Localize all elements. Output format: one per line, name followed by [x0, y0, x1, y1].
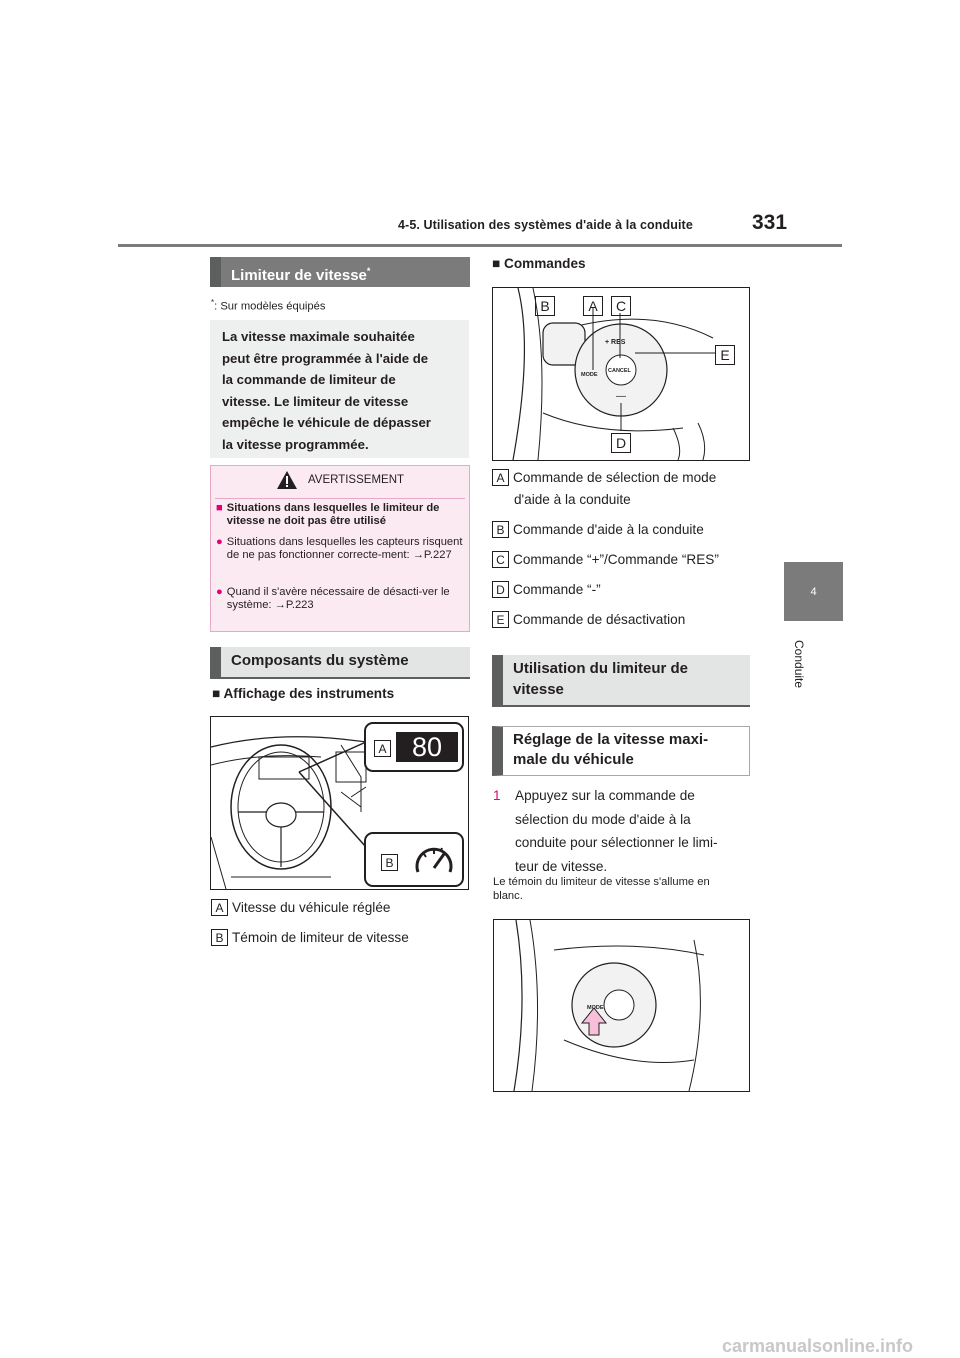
setting-heading: Réglage de la vitesse maxi- male du véhicule	[492, 726, 750, 776]
chapter-label: Conduite	[792, 640, 806, 689]
warning-item: ● Quand il s'avère nécessaire de désacti-ver le système: →P.223	[216, 586, 450, 611]
speed-limiter-icon	[414, 842, 454, 878]
mode-figure	[493, 919, 750, 1092]
legend-item: B Commande d'aide à la conduite	[492, 521, 704, 538]
commands-figure	[492, 287, 750, 461]
page-number: 331	[752, 211, 788, 234]
mode-label: MODE	[587, 1005, 604, 1011]
intro-box: La vitesse maximale souhaitée peut être programmée à l'aide de la commande de limiteur de vitesse. Le limiteur de vitesse empêche le véhicule de dépasser la vitesse programmée.	[210, 320, 469, 458]
legend-item: B Témoin de limiteur de vitesse	[211, 929, 409, 946]
commands-heading: ■ Commandes	[492, 256, 586, 271]
res-label: + RES	[605, 339, 626, 346]
step-1: 1 Appuyez sur la commande de sélection du mode d'aide à la conduite pour sélectionner le limi- teur de vitesse.	[493, 784, 748, 878]
watermark: carmanualsonline.info	[722, 1336, 914, 1356]
section-title: 4-5. Utilisation des systèmes d'aide à la conduite	[398, 218, 693, 232]
components-heading: Composants du système	[210, 647, 470, 679]
warning-heading: ■ Situations dans lesquelles le limiteur de vitesse ne doit pas être utilisé	[216, 502, 440, 527]
legend-item: A Commande de sélection de mode	[492, 469, 716, 486]
figure-label-e: E	[715, 345, 735, 365]
note: Le témoin du limiteur de vitesse s'allume en blanc.	[493, 876, 710, 902]
speed-display: 80	[396, 732, 458, 762]
figure-label-b: B	[381, 854, 398, 871]
legend-item: D Commande “-”	[492, 581, 601, 598]
step-number: 1	[493, 788, 501, 803]
warning-item: ● Situations dans lesquelles les capteurs risquent de ne pas fonctionner correcte-ment: →P.227	[216, 536, 463, 561]
warning-title: AVERTISSEMENT	[307, 474, 405, 486]
legend-continuation: d'aide à la conduite	[514, 492, 631, 507]
limiter-title: Limiteur de vitesse	[231, 267, 367, 284]
warning-icon	[276, 470, 298, 490]
instruments-heading: ■ Affichage des instruments	[212, 686, 395, 701]
figure-label-b: B	[535, 296, 555, 316]
legend-item: A Vitesse du véhicule réglée	[211, 899, 390, 916]
usage-heading: Utilisation du limiteur de vitesse	[492, 655, 750, 707]
legend-item: E Commande de désactivation	[492, 611, 685, 628]
warning-box	[210, 465, 470, 632]
footnote-marker: *	[366, 266, 371, 276]
mode-label: MODE	[581, 372, 598, 378]
figure-label-d: D	[611, 433, 631, 453]
chapter-tab: 4	[784, 562, 843, 621]
figure-label-a: A	[583, 296, 603, 316]
limiter-heading	[210, 257, 470, 287]
minus-label: —	[616, 391, 626, 402]
legend-item: C Commande “+”/Commande “RES”	[492, 551, 719, 568]
figure-label-c: C	[611, 296, 631, 316]
cancel-label: CANCEL	[608, 368, 631, 374]
instrument-figure	[210, 716, 469, 890]
header-rule	[118, 244, 842, 247]
footnote: *: Sur modèles équipés	[211, 298, 326, 313]
figure-label-a: A	[374, 740, 391, 757]
